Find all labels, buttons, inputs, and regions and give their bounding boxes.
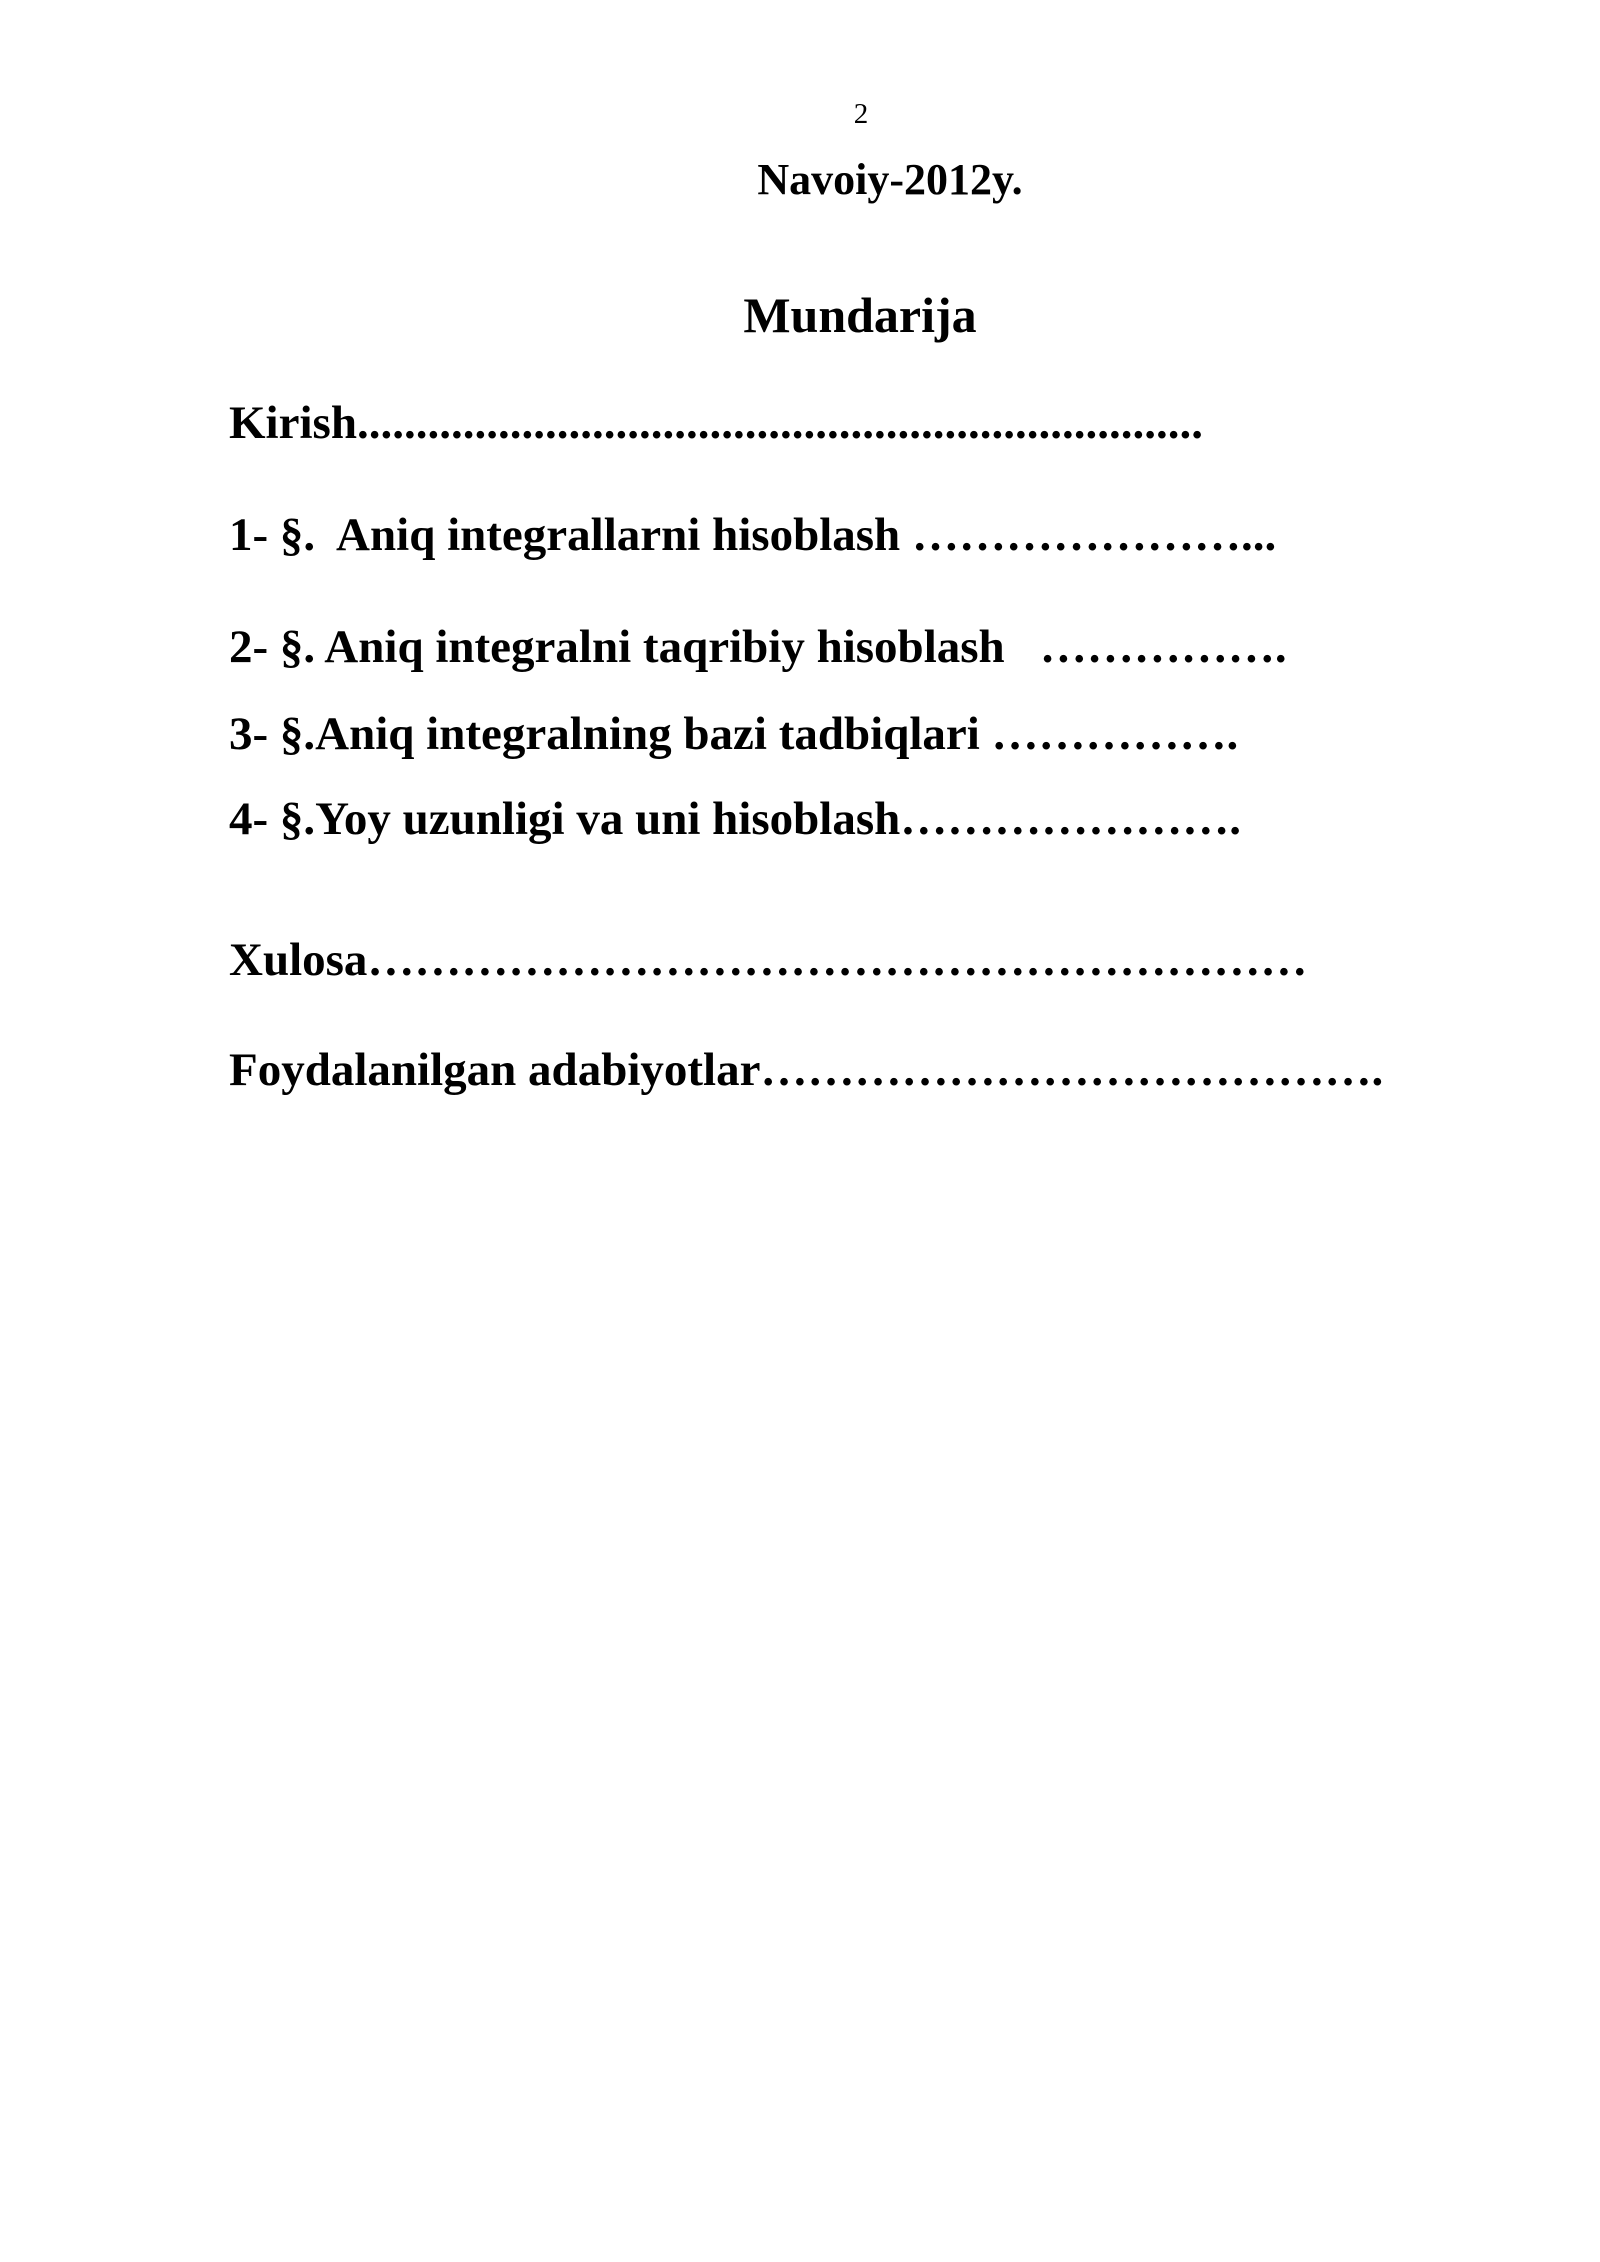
toc-entry-section-1: 1- §. Aniq integrallarni hisoblash …………………... [229,509,1277,561]
toc-entry-references: Foydalanilgan adabiyotlar…………………………………. [229,1044,1384,1096]
toc-entry-xulosa: Xulosa…………………………………………………… [229,934,1308,986]
page-number: 2 [853,98,869,130]
place-year: Navoiy-2012y. [757,155,1023,204]
toc-entry-section-4: 4- §.Yoy uzunligi va uni hisoblash…………………. [229,793,1242,845]
toc-entry-section-3: 3- §.Aniq integralning bazi tadbiqlari ……………. [229,708,1239,760]
toc-entry-kirish: Kirish........................................................................ [229,397,1203,449]
toc-entry-section-2: 2- §. Aniq integralni taqribiy hisoblash ……………. [229,621,1287,673]
toc-heading: Mundarija [743,287,977,343]
